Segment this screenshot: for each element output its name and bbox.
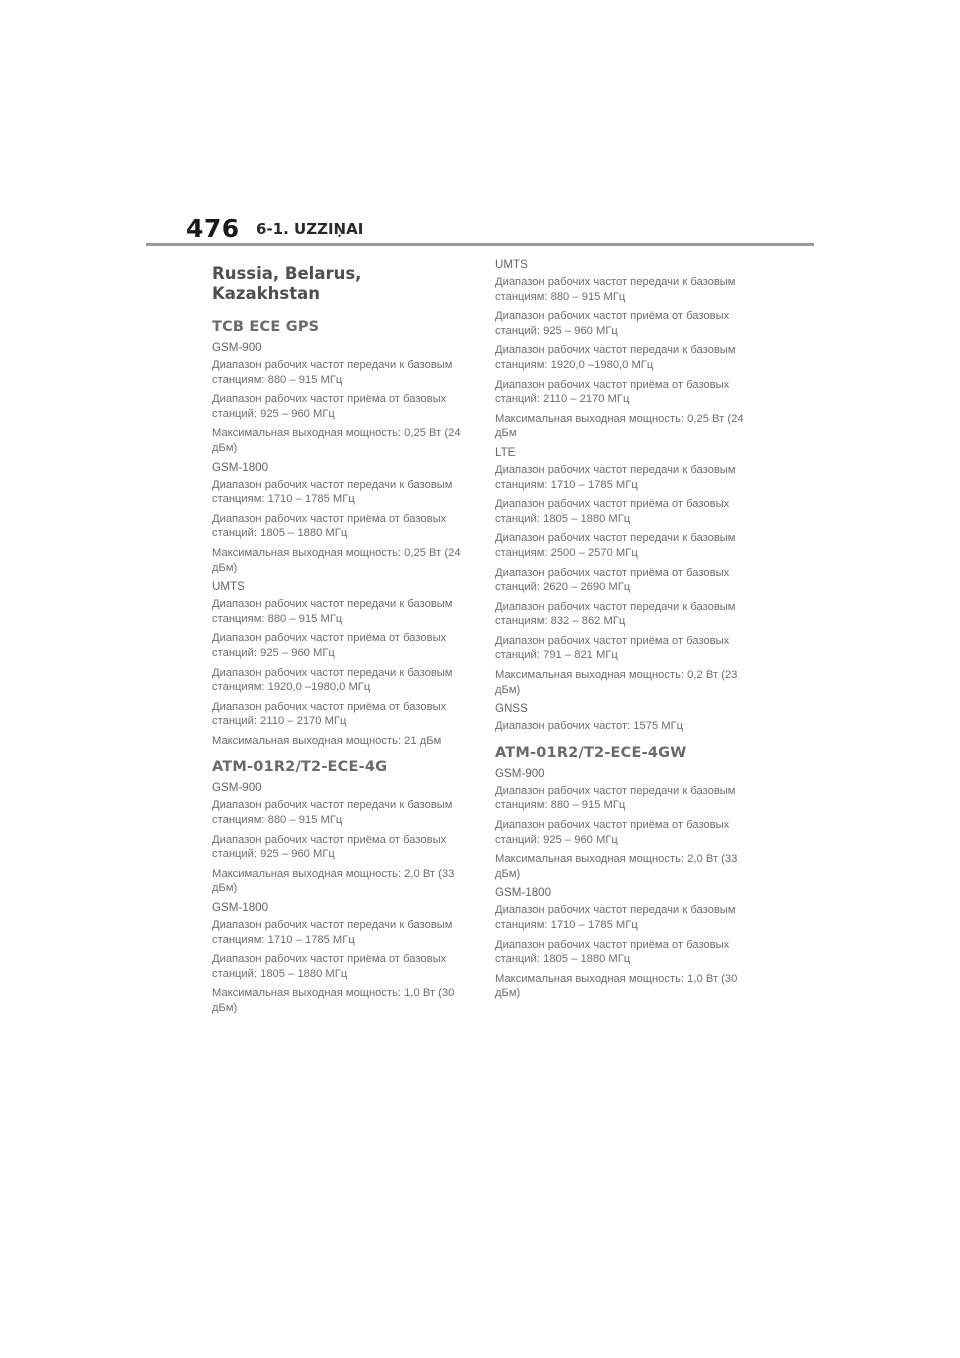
spec-line: Диапазон рабочих частот передачи к базовым станциям: 1710 – 1785 МГц xyxy=(212,478,453,506)
spec-line: Диапазон рабочих частот: 1575 МГц xyxy=(495,720,684,733)
right-device-list xyxy=(495,258,755,1001)
spec-line: Максимальная выходная мощность: 1,0 Вт (30 дБм) xyxy=(495,972,738,1000)
spec-line: Диапазон рабочих частот приёма от базовых станций: 925 – 960 МГц xyxy=(495,819,730,846)
page-number: 476 xyxy=(186,214,240,243)
right-column xyxy=(495,258,755,1006)
spec-line: Диапазон рабочих частот приёма от базовых станций: 1805 – 1880 МГц xyxy=(495,498,730,525)
spec-line: Диапазон рабочих частот приёма от базовых станций: 925 – 960 МГц xyxy=(212,833,447,861)
band-name: GNSS xyxy=(495,702,528,716)
spec-line: Диапазон рабочих частот передачи к базовым станциям: 1710 – 1785 МГц xyxy=(495,463,736,491)
spec-line: Диапазон рабочих частот передачи к базовым станциям: 880 – 915 МГц xyxy=(212,799,453,827)
device-block xyxy=(212,758,472,1015)
left-column xyxy=(212,258,472,1021)
spec-line: Максимальная выходная мощность: 0,2 Вт (23 дБм) xyxy=(495,669,738,696)
spec-line: Диапазон рабочих частот передачи к базовым станциям: 1710 – 1785 МГц xyxy=(495,904,736,931)
spec-line: Диапазон рабочих частот передачи к базовым станциям: 880 – 915 МГц xyxy=(495,276,736,303)
left-device-list xyxy=(212,318,472,1016)
band-name: GSM-900 xyxy=(212,341,262,354)
device-title: TCB ECE GPS xyxy=(212,319,320,335)
chapter-title: 6-1. UZZIŅAI xyxy=(256,220,364,238)
header-divider xyxy=(146,243,814,246)
band-name: LTE xyxy=(495,445,516,459)
spec-line: Диапазон рабочих частот приёма от базовых станций: 1805 – 1880 МГц xyxy=(212,953,447,980)
band-name: GSM-1800 xyxy=(212,901,269,915)
spec-line: Диапазон рабочих частот приёма от базовых станций: 2110 – 2170 МГц xyxy=(212,700,447,728)
spec-line: Максимальная выходная мощность: 21 дБм xyxy=(212,734,442,747)
band-name: UMTS xyxy=(495,258,528,271)
spec-line: Диапазон рабочих частот передачи к базовым станциям: 880 – 915 МГц xyxy=(212,359,453,386)
band-name: GSM-1800 xyxy=(495,886,552,900)
device-title: ATM-01R2/T2-ECE-4G xyxy=(212,759,388,776)
device-title: ATM-01R2/T2-ECE-4GW xyxy=(495,744,687,761)
spec-line: Диапазон рабочих частот передачи к базовым станциям: 880 – 915 МГц xyxy=(212,598,453,625)
spec-line: Диапазон рабочих частот приёма от базовых станций: 925 – 960 МГц xyxy=(212,393,447,420)
spec-line: Максимальная выходная мощность: 0,25 Вт (24 дБм) xyxy=(212,427,461,454)
spec-line: Диапазон рабочих частот передачи к базовым станциям: 832 – 862 МГц xyxy=(495,600,736,628)
band-name: GSM-900 xyxy=(495,766,545,780)
spec-line: Максимальная выходная мощность: 1,0 Вт (30 дБм) xyxy=(212,987,455,1014)
band-name: GSM-900 xyxy=(212,781,262,795)
spec-line: Диапазон рабочих частот передачи к базовым станциям: 1920,0 –1980,0 МГц xyxy=(495,344,736,371)
spec-line: Диапазон рабочих частот приёма от базовых станций: 2110 – 2170 МГц xyxy=(495,378,730,406)
spec-line: Диапазон рабочих частот приёма от базовых станций: 925 – 960 МГц xyxy=(495,310,730,337)
spec-line: Максимальная выходная мощность: 2,0 Вт (33 дБм) xyxy=(212,867,455,895)
spec-line: Диапазон рабочих частот передачи к базовым станциям: 880 – 915 МГц xyxy=(495,784,736,812)
band-name: GSM-1800 xyxy=(212,460,269,474)
spec-line: Диапазон рабочих частот передачи к базовым станциям: 2500 – 2570 МГц xyxy=(495,532,736,559)
spec-line: Диапазон рабочих частот приёма от базовых станций: 1805 – 1880 МГц xyxy=(495,938,730,966)
spec-line: Максимальная выходная мощность: 0,25 Вт (24 дБм xyxy=(495,412,744,440)
spec-line: Диапазон рабочих частот передачи к базовым станциям: 1710 – 1785 МГц xyxy=(212,919,453,946)
device-block xyxy=(495,258,755,734)
spec-line: Диапазон рабочих частот передачи к базовым станциям: 1920,0 –1980,0 МГц xyxy=(212,666,453,694)
page-header xyxy=(0,0,960,250)
spec-line: Максимальная выходная мощность: 0,25 Вт (24 дБм) xyxy=(212,546,461,574)
spec-line: Диапазон рабочих частот приёма от базовых станций: 2620 – 2690 МГц xyxy=(495,566,730,594)
spec-line: Максимальная выходная мощность: 2,0 Вт (33 дБм) xyxy=(495,853,738,880)
device-block xyxy=(495,744,755,1001)
device-block xyxy=(212,318,472,748)
spec-line: Диапазон рабочих частот приёма от базовых станций: 925 – 960 МГц xyxy=(212,632,447,659)
spec-line: Диапазон рабочих частот приёма от базовых станций: 1805 – 1880 МГц xyxy=(212,512,447,540)
band-name: UMTS xyxy=(212,580,245,594)
region-title: Russia, Belarus, Kazakhstan xyxy=(212,264,362,303)
spec-line: Диапазон рабочих частот приёма от базовых станций: 791 – 821 МГц xyxy=(495,634,730,662)
